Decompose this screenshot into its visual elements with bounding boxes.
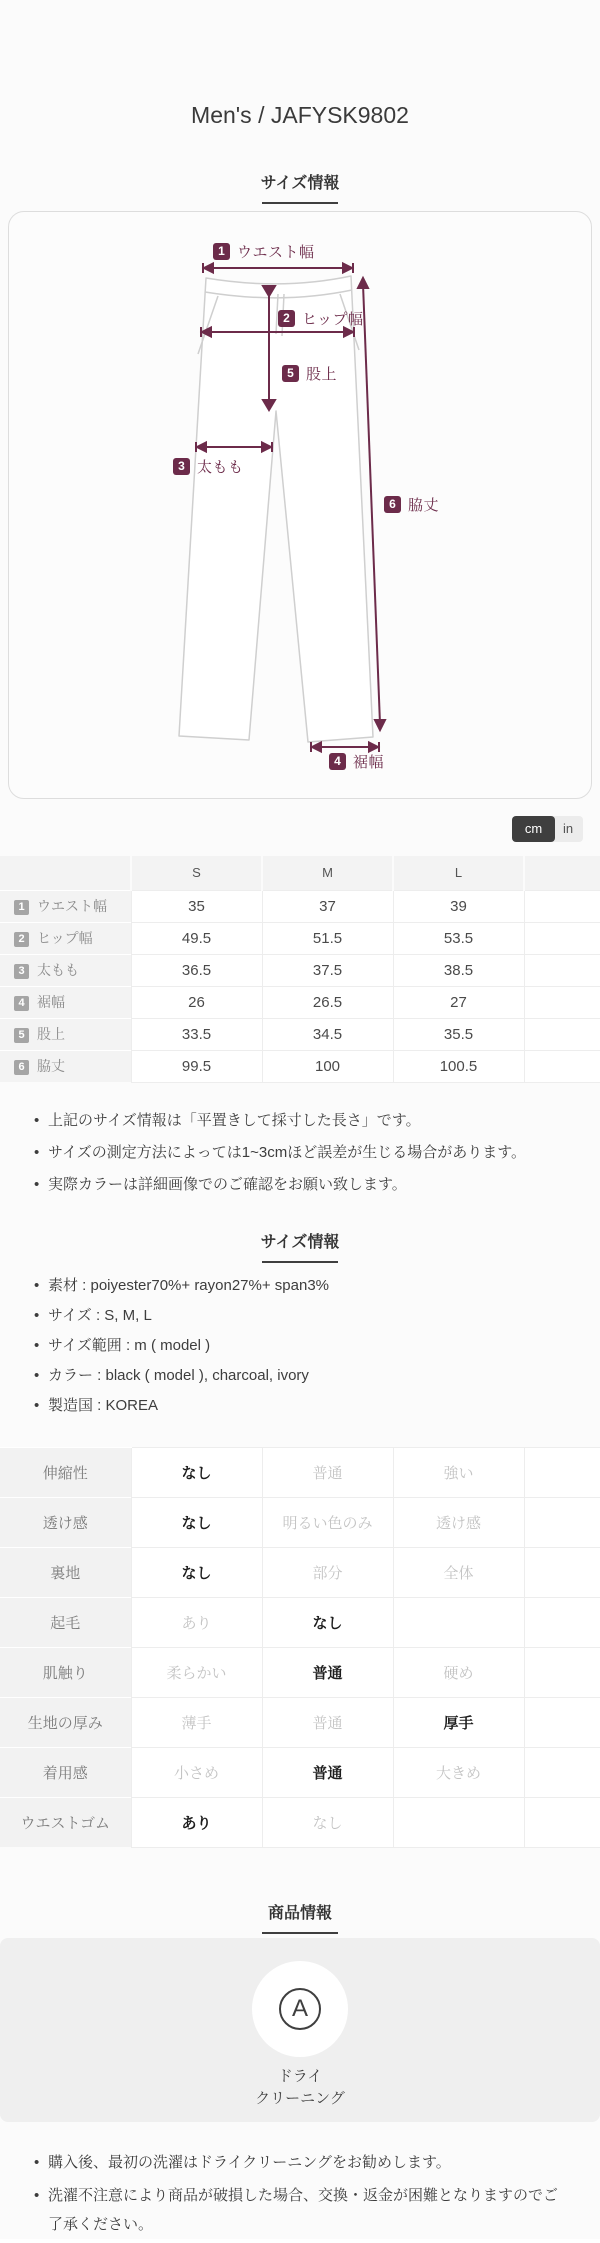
- feature-row: ウエストゴム あり なし: [0, 1797, 600, 1847]
- col-header-m: M: [262, 856, 393, 890]
- measure-label-waist: 1 ウエスト幅: [213, 242, 315, 260]
- table-row: 1 ウエスト幅 35 37 39: [0, 890, 600, 922]
- detail-item-color: • カラー : black ( model ), charcoal, ivory: [48, 1361, 600, 1391]
- detail-item-material: • 素材 : poiyester70%+ rayon27%+ span3%: [48, 1271, 600, 1301]
- care-label: ドライ クリーニング: [255, 2067, 345, 2107]
- feature-row: 生地の厚み 薄手 普通 厚手: [0, 1697, 600, 1747]
- pants-size-diagram: [8, 211, 592, 799]
- measure-badge: 5: [282, 365, 299, 382]
- row-number-badge: 6: [14, 1060, 29, 1075]
- col-header-l: L: [393, 856, 524, 890]
- size-section-heading-text: サイズ情報: [260, 175, 340, 192]
- table-row: 3 太もも 36.5 37.5 38.5: [0, 954, 600, 986]
- row-number-badge: 4: [14, 996, 29, 1011]
- heading-underline: [262, 1932, 338, 1934]
- feature-table: [0, 1447, 600, 1848]
- detail-item-country: • 製造国 : KOREA: [48, 1391, 600, 1421]
- measure-badge: 3: [173, 458, 190, 475]
- measure-label-side-length: 6 脇丈: [384, 495, 439, 513]
- measure-badge: 2: [278, 310, 295, 327]
- note-item: • 上記のサイズ情報は「平置きして採寸した長さ」です。: [48, 1105, 600, 1137]
- unit-in-button[interactable]: in: [553, 816, 583, 842]
- feature-row: 伸縮性 なし 普通 強い: [0, 1447, 600, 1497]
- note-item: • 洗濯不注意により商品が破損した場合、交換・返金が困難となりますのでご了承ください。: [48, 2181, 570, 2239]
- row-number-badge: 5: [14, 1028, 29, 1043]
- note-item: • 実際カラーは詳細画像でのご確認をお願い致します。: [48, 1169, 600, 1201]
- size-notes: [0, 1105, 600, 1201]
- row-number-badge: 3: [14, 964, 29, 979]
- feature-row: 透け感 なし 明るい色のみ 透け感: [0, 1497, 600, 1547]
- care-symbol: A: [279, 1988, 321, 2030]
- unit-cm-button[interactable]: cm: [512, 816, 555, 842]
- page-title: Men's / JAFYSK9802: [191, 102, 409, 128]
- product-section-heading-text: 商品情報: [267, 1904, 332, 1922]
- measure-badge: 6: [384, 496, 401, 513]
- col-header-s: S: [131, 856, 262, 890]
- detail-bullets: [0, 1271, 600, 1421]
- row-number-badge: 1: [14, 900, 29, 915]
- note-item: • 購入後、最初の洗濯はドライクリーニングをお勧めします。: [48, 2148, 570, 2177]
- detail-item-size-range: • サイズ範囲 : m ( model ): [48, 1331, 600, 1361]
- table-row: 5 股上 33.5 34.5 35.5: [0, 1018, 600, 1050]
- table-row: 6 脇丈 99.5 100 100.5: [0, 1050, 600, 1082]
- row-number-badge: 2: [14, 932, 29, 947]
- care-info-band: [0, 1938, 600, 2122]
- detail-section-heading: [0, 1231, 600, 1263]
- heading-underline: [262, 1261, 338, 1263]
- feature-row: 裏地 なし 部分 全体: [0, 1547, 600, 1597]
- size-section-heading: [0, 172, 600, 204]
- table-row: 4 裾幅 26 26.5 27: [0, 986, 600, 1018]
- detail-section-heading-text: サイズ情報: [260, 1233, 340, 1251]
- unit-toggle: [0, 816, 583, 842]
- feature-row: 起毛 あり なし: [0, 1597, 600, 1647]
- table-row: 2 ヒップ幅 49.5 51.5 53.5: [0, 922, 600, 954]
- pants-diagram-art: [9, 212, 592, 799]
- measure-badge: 4: [329, 753, 346, 770]
- note-item: • サイズの測定方法によっては1~3cmほど誤差が生じる場合があります。: [48, 1137, 600, 1169]
- heading-underline: [262, 202, 338, 204]
- measure-badge: 1: [213, 243, 230, 260]
- dry-cleaning-icon: [252, 1961, 348, 2057]
- feature-row: 肌触り 柔らかい 普通 硬め: [0, 1647, 600, 1697]
- detail-item-size: • サイズ : S, M, L: [48, 1301, 600, 1331]
- measure-label-hem: 4 裾幅: [329, 752, 384, 770]
- feature-row: 着用感 小さめ 普通 大きめ: [0, 1747, 600, 1797]
- care-notes: [0, 2148, 600, 2239]
- measure-label-hip: 2 ヒップ幅: [278, 309, 364, 327]
- measure-label-rise: 5 股上: [282, 364, 337, 382]
- product-section-heading: [0, 1902, 600, 1934]
- size-table-header-row: [0, 856, 600, 890]
- measure-label-thigh: 3 太もも: [173, 457, 244, 475]
- size-table: [0, 856, 600, 1083]
